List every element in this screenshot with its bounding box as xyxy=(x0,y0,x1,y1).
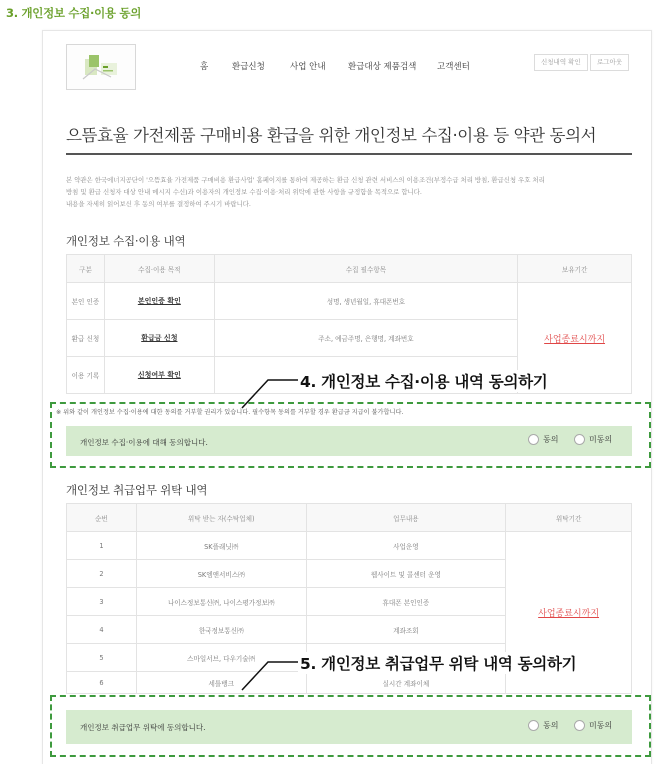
entrust-consent-text: 개인정보 취급업무 위탁에 동의합니다. xyxy=(80,723,206,732)
radio-circle-icon xyxy=(528,434,539,445)
collection-heading: 개인정보 수집·이용 내역 xyxy=(66,234,186,248)
agree-label: 동의 xyxy=(543,721,559,730)
table-row xyxy=(67,532,632,560)
row-type: 환급 신청 xyxy=(67,320,105,357)
col-header: 구분 xyxy=(67,255,105,283)
table-header-row xyxy=(67,255,632,283)
entrust-disagree-radio[interactable] xyxy=(574,720,612,731)
row-company: 세틀뱅크 xyxy=(136,672,306,694)
document-title: 으뜸효율 가전제품 구매비용 환급을 위한 개인정보 수집·이용 등 약관 동의서 xyxy=(66,126,597,145)
row-task: 사업운영 xyxy=(306,532,506,560)
col-header: 업무내용 xyxy=(306,504,506,532)
nav-refund-apply[interactable]: 환급신청 xyxy=(232,62,265,72)
retention-period: 사업종료시까지 xyxy=(544,334,606,345)
row-task: 휴대폰 본인인증 xyxy=(306,588,506,616)
agree-label: 동의 xyxy=(543,435,559,444)
row-no: 5 xyxy=(67,644,137,672)
nav-customer-center[interactable]: 고객센터 xyxy=(437,62,470,72)
collection-consent-text: 개인정보 수집·이용에 대해 동의합니다. xyxy=(80,438,208,447)
row-no: 2 xyxy=(67,560,137,588)
intro-text xyxy=(66,174,632,210)
col-header: 수집·이용 목적 xyxy=(104,255,214,283)
row-no: 6 xyxy=(67,672,137,694)
logout-button[interactable]: 로그아웃 xyxy=(590,54,629,71)
col-header: 수집 필수항목 xyxy=(214,255,517,283)
row-task: 웹사이트 및 콜센터 운영 xyxy=(306,560,506,588)
radio-circle-icon xyxy=(528,720,539,731)
row-items: 주소, 예금주명, 은행명, 계좌번호 xyxy=(214,320,517,357)
disagree-label: 미동의 xyxy=(589,435,613,444)
row-company: SK엠앤서비스㈜ xyxy=(136,560,306,588)
logo-icon xyxy=(81,51,121,81)
row-task: 계좌조회 xyxy=(306,616,506,644)
entrust-period: 사업종료시까지 xyxy=(538,609,600,619)
purpose-link[interactable]: 환급금 신청 xyxy=(141,334,178,342)
row-no: 1 xyxy=(67,532,137,560)
intro-line: 내용을 자세히 읽어보신 후 동의 여부를 결정하여 주시기 바랍니다. xyxy=(66,200,251,208)
row-no: 3 xyxy=(67,588,137,616)
callout-collection-consent: 4. 개인정보 수집·이용 내역 동의하기 xyxy=(298,370,549,392)
collection-disagree-radio[interactable] xyxy=(574,434,612,445)
row-company: SK플래닛㈜ xyxy=(136,532,306,560)
radio-circle-icon xyxy=(574,720,585,731)
intro-line: 방침 및 환급 신청자 대상 안내 메시지 수신)과 이용자의 개인정보 수집·이용·처리 위탁에 관한 사항을 규정함을 목적으로 합니다. xyxy=(66,188,422,196)
row-company: 나이스정보통신㈜, 나이스평가정보㈜ xyxy=(136,588,306,616)
section-heading: 3. 개인정보 수집·이용 동의 xyxy=(6,6,142,20)
title-divider xyxy=(66,153,632,155)
col-header: 순번 xyxy=(67,504,137,532)
row-company: 한국정보통신㈜ xyxy=(136,616,306,644)
col-header: 보유기간 xyxy=(518,255,632,283)
disagree-label: 미동의 xyxy=(589,721,613,730)
row-type: 이용 기록 xyxy=(67,357,105,394)
entrust-heading: 개인정보 취급업무 위탁 내역 xyxy=(66,483,208,497)
collection-agree-radio[interactable] xyxy=(528,434,558,445)
col-header: 위탁기간 xyxy=(506,504,632,532)
nav-program-info[interactable]: 사업 안내 xyxy=(290,62,326,72)
row-items: 성명, 생년월일, 휴대폰번호 xyxy=(214,283,517,320)
intro-line: 본 약관은 한국에너지공단이 '으뜸효율 가전제품 구매비용 환급사업' 홈페이지를 통하여 제공하는 환급 신청 관련 서비스의 이용조건(부정수급 처리 방침, 환급신청 우호 처리 xyxy=(66,176,545,184)
purpose-link[interactable]: 신청여부 확인 xyxy=(137,371,181,379)
collection-notice: ※ 위와 같이 개인정보 수집·이용에 대한 동의를 거부할 권리가 있습니다. 필수항목 동의를 거부할 경우 환급금 지급이 불가합니다. xyxy=(56,409,404,416)
callout-leader-line xyxy=(240,650,300,692)
purpose-link[interactable]: 본인인증 확인 xyxy=(137,297,181,305)
row-company: 스마일서브, 다우기술㈜ xyxy=(136,644,306,672)
nav-home[interactable]: 홈 xyxy=(200,62,209,72)
entrust-agree-radio[interactable] xyxy=(528,720,558,731)
col-header: 위탁 받는 자(수탁업체) xyxy=(136,504,306,532)
callout-entrust-consent: 5. 개인정보 취급업무 위탁 내역 동의하기 xyxy=(298,652,578,674)
row-no: 4 xyxy=(67,616,137,644)
nav-product-search[interactable]: 환급대상 제품검색 xyxy=(348,62,417,72)
radio-circle-icon xyxy=(574,434,585,445)
row-task: 실시간 계좌이체 xyxy=(306,672,506,694)
site-logo[interactable] xyxy=(66,44,136,90)
table-row xyxy=(67,283,632,320)
row-type: 본인 인증 xyxy=(67,283,105,320)
table-header-row xyxy=(67,504,632,532)
check-application-button[interactable]: 신청내역 확인 xyxy=(534,54,588,71)
